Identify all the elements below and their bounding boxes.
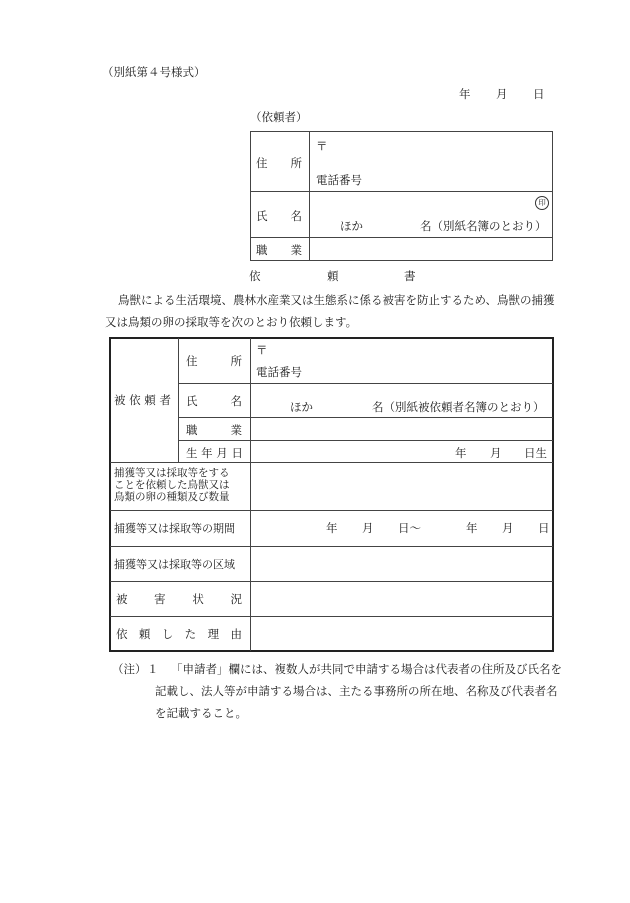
birth-year: 年 xyxy=(455,446,467,460)
requester-phone-label: 電話番号 xyxy=(316,173,362,187)
period-label: 捕獲等又は採取等の期間 xyxy=(114,522,235,535)
requestee-name-others-note: 名（別紙被依頼者名簿のとおり） xyxy=(372,400,545,414)
requester-name-others: ほか xyxy=(340,219,363,233)
requestee-name-others: ほか xyxy=(290,400,313,414)
seal-icon: 印 xyxy=(535,196,549,210)
main-row-divider xyxy=(110,510,553,511)
body-line-1: 鳥獣による生活環境、農林水産業又は生態系に係る被害を防止するため、鳥獣の捕獲 xyxy=(118,293,555,307)
main-row-divider xyxy=(110,616,553,617)
note-line-2: 記載し、法人等が申請する場合は、主たる事務所の所在地、名称及び代表者名 xyxy=(155,684,558,698)
title-char-3: 書 xyxy=(404,269,416,283)
form-number: （別紙第４号様式） xyxy=(102,65,206,79)
requester-name-label: 氏 名 xyxy=(256,209,302,223)
main-row-divider xyxy=(179,417,553,418)
main-col-divider xyxy=(178,338,179,462)
requester-occupation-label: 職 業 xyxy=(256,243,302,257)
main-row-divider xyxy=(110,462,553,463)
requester-name-others-note: 名（別紙名簿のとおり） xyxy=(420,219,547,233)
period-start-day: 日～ xyxy=(398,521,421,535)
note-line-1: 「申請者」欄には、複数人が共同で申請する場合は代表者の住所及び氏名を xyxy=(171,662,562,676)
damage-label: 被 害 状 況 xyxy=(116,592,242,606)
requestee-occupation-label: 職 業 xyxy=(186,423,242,437)
note-line-3: を記載すること。 xyxy=(155,706,247,720)
requestee-name-label: 氏 名 xyxy=(186,394,242,408)
note-number: １ xyxy=(147,662,159,676)
area-label: 捕獲等又は採取等の区域 xyxy=(114,558,235,571)
species-label: 捕獲等又は採取等をする ことを依頼した鳥獣又は 鳥類の卵の種類及び数量 xyxy=(114,467,230,503)
requestee-postal-mark: 〒 xyxy=(256,343,268,357)
requester-col-divider xyxy=(309,131,310,261)
birth-date-label: 生 年 月 日 xyxy=(186,446,243,460)
birth-month: 月 xyxy=(490,446,502,460)
date-day: 日 xyxy=(533,87,545,101)
reason-label: 依 頼 し た 理 由 xyxy=(116,627,242,641)
period-end-month: 月 xyxy=(502,521,514,535)
requester-heading: （依頼者） xyxy=(250,110,308,124)
title-char-1: 依 xyxy=(249,269,261,283)
requester-row-divider xyxy=(250,237,553,238)
period-start-year: 年 xyxy=(326,521,338,535)
period-end-year: 年 xyxy=(466,521,478,535)
title-char-2: 頼 xyxy=(327,269,339,283)
main-row-divider xyxy=(179,383,553,384)
birth-day: 日生 xyxy=(524,446,547,460)
period-end-day: 日 xyxy=(538,521,550,535)
requester-address-label: 住 所 xyxy=(256,156,302,170)
note-prefix: （注） xyxy=(112,662,147,676)
body-line-2: 又は鳥類の卵の採取等を次のとおり依頼します。 xyxy=(105,315,358,329)
date-year: 年 xyxy=(459,87,471,101)
main-row-divider xyxy=(110,581,553,582)
requestee-phone-label: 電話番号 xyxy=(256,365,302,379)
period-start-month: 月 xyxy=(362,521,374,535)
main-row-divider xyxy=(179,440,553,441)
requestee-label: 被 依 頼 者 xyxy=(114,393,171,407)
requestee-address-label: 住 所 xyxy=(186,354,242,368)
requester-postal-mark: 〒 xyxy=(316,139,328,153)
main-row-divider xyxy=(110,546,553,547)
requester-row-divider xyxy=(250,191,553,192)
date-month: 月 xyxy=(496,87,508,101)
main-col-divider xyxy=(250,338,251,651)
